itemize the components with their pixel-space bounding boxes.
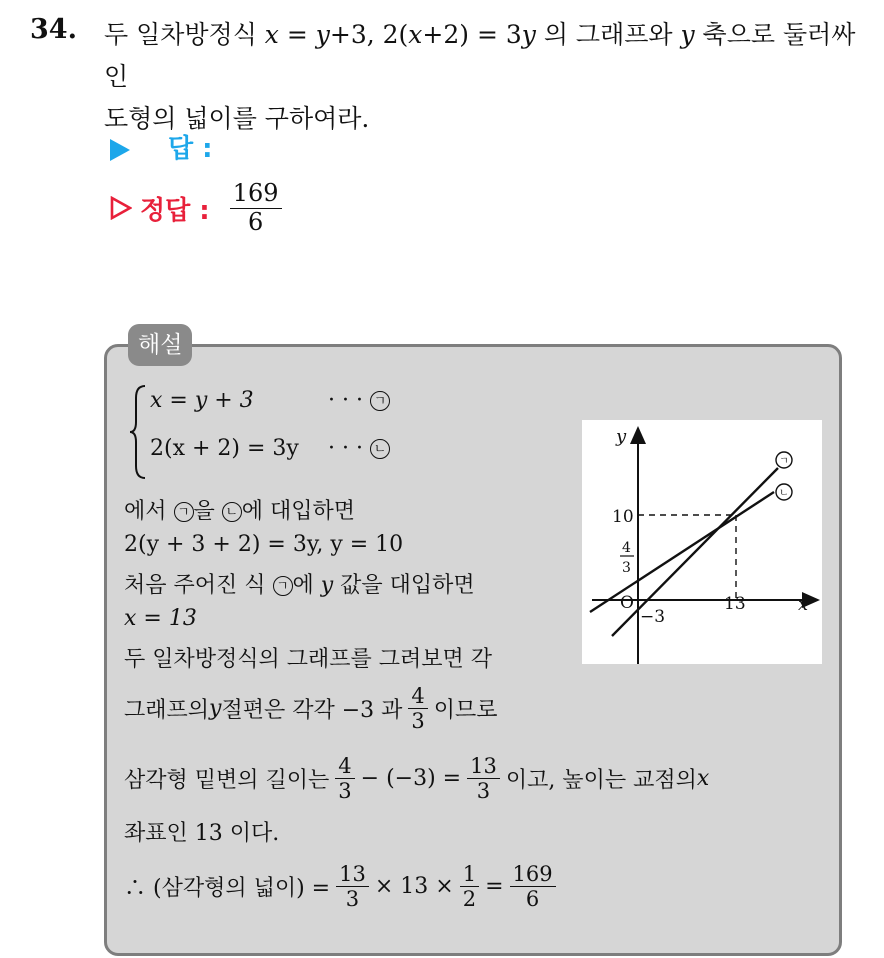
- text: =: [485, 874, 504, 900]
- fraction-denominator: 6: [525, 887, 540, 912]
- correct-answer-label: 정답 :: [140, 195, 210, 226]
- fraction-denominator: 6: [247, 207, 264, 236]
- circled-mark-1: ㄱ: [273, 576, 293, 596]
- graph-line-1: [612, 468, 778, 636]
- fraction-numerator: 4: [335, 754, 354, 779]
- fraction: [408, 684, 427, 733]
- equation-1-ref: [328, 388, 390, 413]
- text: 이고, 높이는 교점의: [505, 768, 697, 794]
- text: × 13 ×: [374, 874, 454, 900]
- fraction-denominator: 3: [476, 779, 491, 804]
- q-text-part: =: [278, 20, 316, 49]
- circled-mark-2: ㄴ: [222, 502, 242, 522]
- equation-1: x = y + 3: [150, 388, 254, 413]
- x-intercept-label: −3: [640, 607, 666, 627]
- y-axis-label: y: [616, 426, 627, 447]
- answer-row: [110, 128, 213, 165]
- fraction: [467, 754, 500, 803]
- question-number: 34.: [30, 14, 77, 45]
- fraction: [336, 862, 369, 911]
- solution-line-4: x = 13: [124, 606, 197, 631]
- y-intercept-numerator: 4: [622, 540, 631, 556]
- q-text-part: 두 일차방정식: [104, 20, 265, 49]
- y-intercept-denominator: 3: [622, 560, 631, 576]
- q-var: y: [680, 20, 695, 49]
- fraction-denominator: 3: [345, 887, 360, 912]
- text: 삼각형 밑변의 길이는: [124, 768, 330, 794]
- ellipsis: · · ·: [328, 388, 363, 413]
- fraction: [335, 754, 354, 803]
- equation-system: [128, 384, 428, 480]
- circled-mark-1: ㄱ: [174, 502, 194, 522]
- play-triangle-icon: [110, 139, 130, 161]
- solution-line-9: [124, 862, 562, 911]
- q-var: y: [521, 20, 536, 49]
- correct-answer-fraction: [230, 180, 282, 236]
- circled-mark-1: ㄱ: [370, 391, 390, 411]
- fraction-numerator: 13: [336, 862, 369, 887]
- graph-mark-2: ㄴ: [779, 488, 789, 499]
- solution-tab: 해설: [128, 324, 192, 366]
- text: ∴ (삼각형의 넓이) =: [124, 876, 331, 902]
- question-line-2: 도형의 넓이를 구하여라.: [104, 104, 370, 133]
- equation-2: 2(x + 2) = 3y: [150, 436, 299, 461]
- text: 에: [292, 573, 321, 598]
- fraction-numerator: 4: [408, 684, 427, 709]
- math-var: x: [696, 766, 710, 792]
- solution-line-5: 두 일차방정식의 그래프를 그려보면 각: [124, 647, 493, 672]
- fraction-numerator: 13: [467, 754, 500, 779]
- solution-line-7: [124, 754, 709, 803]
- equation-2-ref: [328, 436, 390, 461]
- text: 처음 주어진 식: [124, 573, 273, 598]
- text: 에 대입하면: [241, 499, 356, 524]
- text: 절편은 각각 −3 과: [221, 698, 403, 724]
- fraction-denominator: 3: [338, 779, 352, 804]
- circled-mark-2: ㄴ: [370, 439, 390, 459]
- graph-mark-1: ㄱ: [779, 456, 789, 467]
- x-tick-label: 13: [724, 594, 746, 614]
- question-text: [104, 14, 874, 140]
- x-axis-label: x: [798, 594, 809, 615]
- text: 이므로: [433, 698, 498, 724]
- origin-label: O: [620, 593, 634, 613]
- math-var: y: [320, 573, 334, 598]
- outline-triangle-icon: [110, 196, 132, 220]
- fraction-numerator: 169: [510, 862, 556, 887]
- ellipsis: · · ·: [328, 436, 363, 461]
- math-var: y: [209, 696, 222, 722]
- q-text-part: 의 그래프와: [535, 20, 681, 49]
- correct-answer-row: [110, 180, 282, 236]
- answer-label: 답 :: [168, 134, 213, 164]
- text: 값을 대입하면: [333, 573, 475, 598]
- question-line-1: [104, 14, 874, 98]
- q-var: y: [315, 20, 330, 49]
- solution-line-2: 2(y + 3 + 2) = 3y, y = 10: [124, 532, 404, 557]
- q-text-part: +2) = 3: [422, 20, 522, 49]
- text: 을: [193, 499, 222, 524]
- solution-line-3: [124, 568, 475, 599]
- y-tick-label: 10: [612, 507, 634, 527]
- left-brace-icon: [128, 384, 148, 480]
- q-var: x: [408, 20, 423, 49]
- q-text-part: +3, 2(: [329, 20, 409, 49]
- text: 그래프의: [124, 698, 210, 724]
- fraction-denominator: 2: [462, 887, 477, 912]
- fraction-numerator: 1: [460, 862, 479, 887]
- fraction-numerator: 169: [230, 180, 282, 209]
- q-text-part: 축으로 둘러싸인: [104, 20, 856, 91]
- text: − (−3) =: [360, 766, 462, 792]
- q-var: x: [264, 20, 279, 49]
- graph-panel: [582, 420, 822, 664]
- solution-line-1: [124, 494, 355, 525]
- line-graph: [582, 420, 822, 664]
- solution-line-6: [124, 684, 498, 733]
- fraction: [460, 862, 479, 911]
- fraction: [510, 862, 556, 911]
- text: 에서: [124, 499, 174, 524]
- fraction-denominator: 3: [411, 709, 425, 734]
- solution-line-8: 좌표인 13 이다.: [124, 821, 280, 846]
